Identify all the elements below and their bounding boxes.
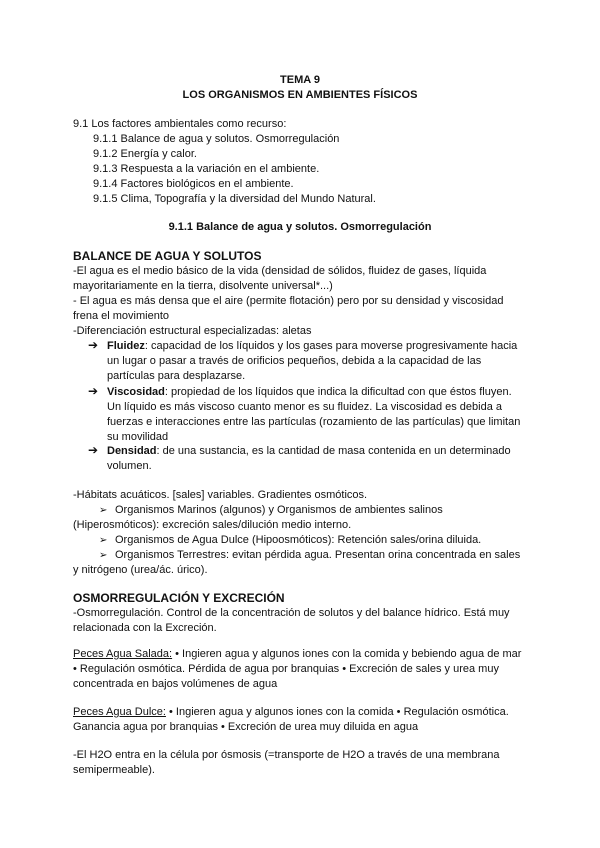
paragraph-line: frena el movimiento [73,310,169,322]
paragraph-line: -El H2O entra en la célula por ósmosis (=transporte de H2O a través de una membrana [73,749,500,761]
definition-line: su movilidad [107,431,169,443]
definition-text: : capacidad de los líquidos y los gases para moverse progresivamente hacia [144,340,518,352]
balance-heading: BALANCE DE AGUA Y SOLUTOS [73,249,262,263]
triangle-bullet-icon: ➢ [99,550,108,561]
paragraph-line: mayoritariamente en la tierra, disolvente universal*...) [73,280,333,292]
term-fluidez: Fluidez [107,340,145,352]
list-line: Organismos Terrestres: evitan pérdida agua. Presentan orina concentrada en sales [115,549,521,561]
paragraph-line: semipermeable). [73,764,155,776]
list-line: (Hiperosmóticos): excreción sales/dilución medio interno. [73,519,352,531]
definition-line: un lugar o pasar a través de orificios pequeños, debida a la capacidad de las [107,355,482,367]
toc-item: 9.1.5 Clima, Topografía y la diversidad del Mundo Natural. [93,193,376,205]
arrow-bullet-icon: ➔ [88,338,99,352]
definition-line: fuerzas e interacciones entre las partículas (rozamiento de las partículas) que limitan [107,416,521,428]
list-line: Organismos de Agua Dulce (Hipoosmóticos): Retención sales/orina diluida. [115,534,482,546]
paragraph-line: Ganancia agua por branquias • Excreción de urea muy diluida en agua [73,721,419,733]
definition-line [107,444,511,459]
arrow-bullet-icon: ➔ [88,384,99,398]
toc-item: 9.1.2 Energía y calor. [93,148,197,160]
definition-line: Un líquido es más viscoso cuanto menor es su fluidez. La viscosidad es debida a [107,401,502,413]
dulce-text: • Ingieren agua y algunos iones con la comida • Regulación osmótica. [165,706,509,718]
definition-line: partículas para desplazarse. [107,370,246,382]
dulce-label: Peces Agua Dulce: [73,706,166,718]
list-line: y nitrógeno (urea/ác. úrico). [73,564,208,576]
definition-line [107,385,512,400]
paragraph-line: relacionada con la Excreción. [73,622,217,634]
definition-line [107,339,517,354]
paragraph-line [73,705,509,720]
paragraph-line: -Osmorregulación. Control de la concentración de solutos y del balance hídrico. Está muy [73,607,510,619]
toc-item: 9.1.1 Balance de agua y solutos. Osmorregulación [93,133,340,145]
paragraph-line: - El agua es más densa que el aire (permite flotación) pero por su densidad y viscosidad [73,295,504,307]
term-densidad: Densidad [107,445,157,457]
toc-item: 9.1.4 Factores biológicos en el ambiente. [93,178,294,190]
paragraph-line: -Hábitats acuáticos. [sales] variables. Gradientes osmóticos. [73,489,368,501]
paragraph-line: -El agua es el medio básico de la vida (densidad de sólidos, fluidez de gases, líquida [73,265,487,277]
term-viscosidad: Viscosidad [107,386,165,398]
paragraph-line [73,647,521,662]
tema-subtitle: LOS ORGANISMOS EN AMBIENTES FÍSICOS [182,89,418,101]
toc-heading: 9.1 Los factores ambientales como recurso: [73,118,287,130]
definition-text: : propiedad de los líquidos que indica la dificultad con que éstos fluyen. [164,386,512,398]
paragraph-line: -Diferenciación estructural especializadas: aletas [73,325,312,337]
arrow-bullet-icon: ➔ [88,443,99,457]
definition-text: : de una sustancia, es la cantidad de masa contenida en un determinado [156,445,511,457]
paragraph-line: concentrada en bajos volúmenes de agua [73,678,278,690]
section-title: 9.1.1 Balance de agua y solutos. Osmorregulación [168,221,432,233]
toc-item: 9.1.3 Respuesta a la variación en el ambiente. [93,163,320,175]
osmo-heading: OSMORREGULACIÓN Y EXCRECIÓN [73,591,285,605]
triangle-bullet-icon: ➢ [99,505,108,516]
salada-label: Peces Agua Salada: [73,648,173,660]
tema-title: TEMA 9 [280,74,320,86]
definition-line: volumen. [107,460,152,472]
paragraph-line: • Regulación osmótica. Pérdida de agua por branquias • Excreción de sales y urea muy [73,663,499,675]
triangle-bullet-icon: ➢ [99,535,108,546]
list-line: Organismos Marinos (algunos) y Organismos de ambientes salinos [115,504,443,516]
salada-text: • Ingieren agua y algunos iones con la comida y bebiendo agua de mar [172,648,522,660]
